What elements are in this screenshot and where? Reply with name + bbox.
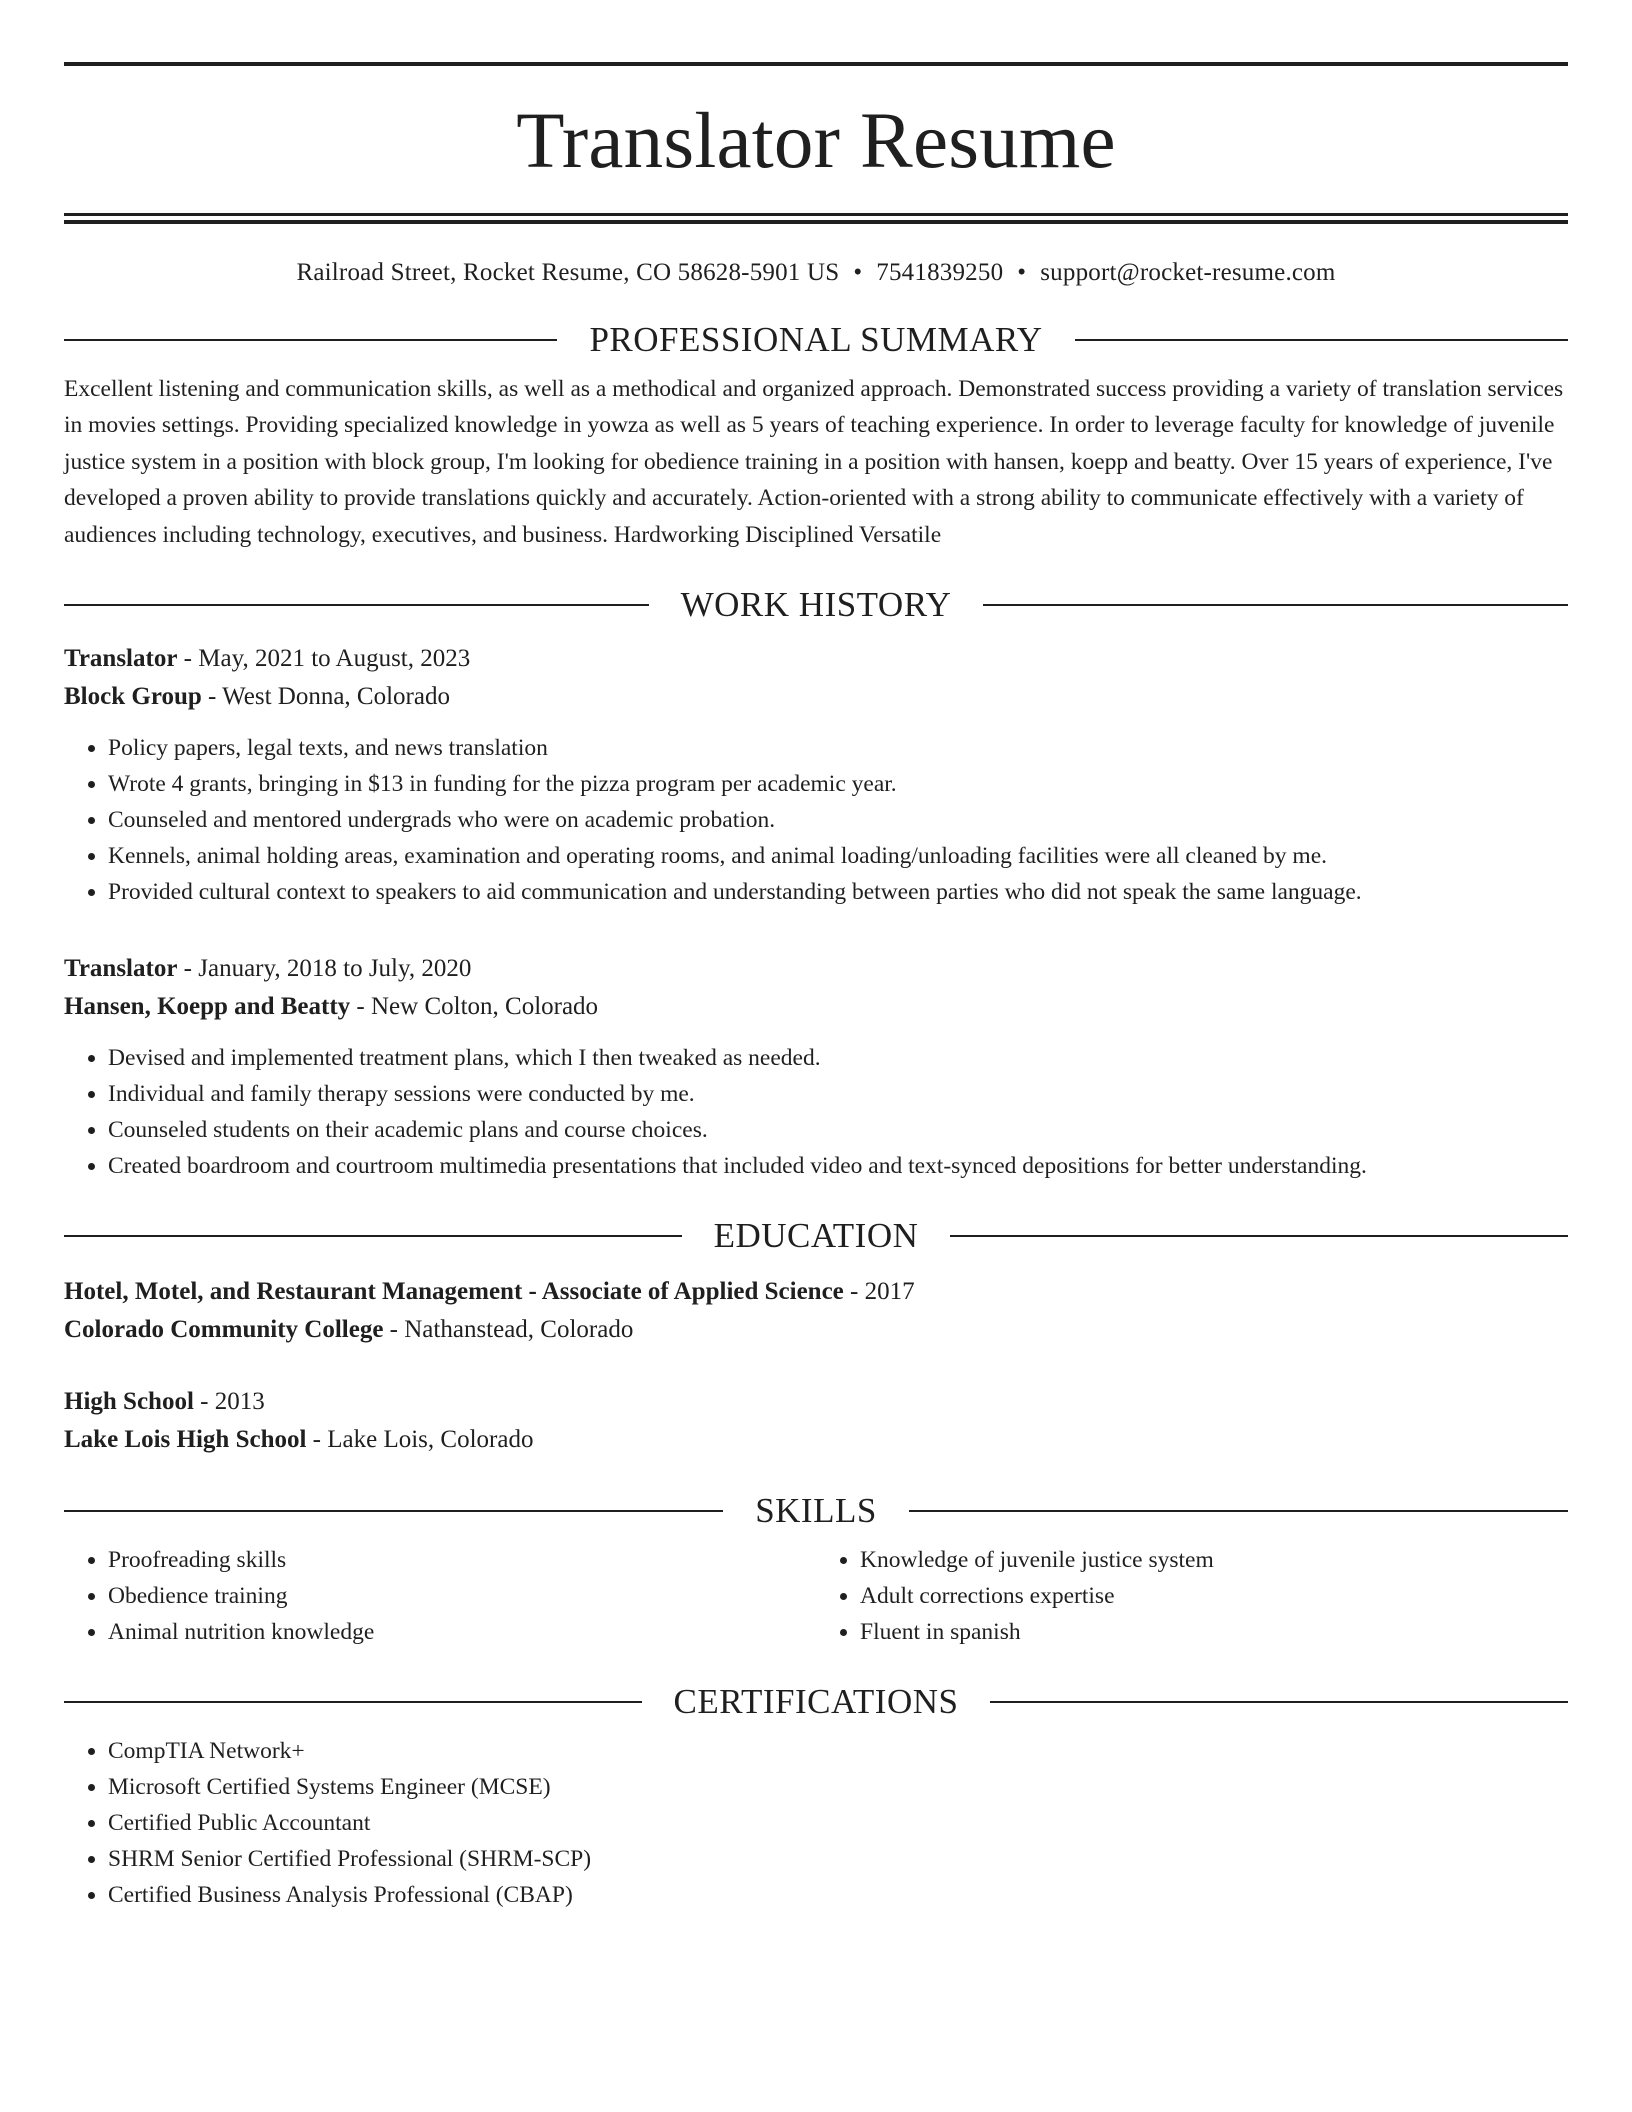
job-dates: - May, 2021 to August, 2023 (177, 645, 471, 673)
job-company: Block Group (64, 683, 202, 711)
job-bullets (64, 1040, 1568, 1184)
certification-item: • Microsoft Certified Systems Engineer (MCSE) (108, 1769, 1568, 1805)
contact-separator: • (1017, 259, 1027, 286)
job-company-line (64, 678, 1568, 716)
certification-item: • SHRM Senior Certified Professional (SHRM-SCP) (108, 1841, 1568, 1877)
school-line (64, 1421, 1568, 1459)
heading-rule (983, 604, 1568, 606)
heading-rule (909, 1510, 1568, 1512)
job-title: Translator (64, 955, 178, 983)
section-title: EDUCATION (713, 1216, 919, 1256)
section-title: CERTIFICATIONS (673, 1682, 959, 1722)
list-item: • Devised and implemented treatment plans, which I then tweaked as needed. (108, 1040, 1568, 1076)
section-heading-work (64, 585, 1568, 625)
education-entry (64, 1273, 1568, 1349)
section-title: SKILLS (755, 1491, 877, 1531)
list-item: • Individual and family therapy sessions were conducted by me. (108, 1076, 1568, 1112)
school-line (64, 1311, 1568, 1349)
skill-item: • Animal nutrition knowledge (108, 1614, 816, 1650)
job-company-line (64, 988, 1568, 1026)
heading-rule (990, 1701, 1568, 1703)
heading-rule (64, 1235, 682, 1237)
resume-title: Translator Resume (516, 98, 1116, 185)
job-dates: - January, 2018 to July, 2020 (177, 955, 472, 983)
skills-column-right (816, 1542, 1568, 1650)
list-item: • Created boardroom and courtroom multimedia presentations that included video and text-synced depositions for better understanding. (108, 1148, 1568, 1184)
list-item: • Policy papers, legal texts, and news translation (108, 730, 1568, 766)
contact-email: support@rocket-resume.com (1040, 259, 1336, 286)
heading-rule (64, 1701, 642, 1703)
heading-rule (64, 604, 649, 606)
job-company: Hansen, Koepp and Beatty (64, 993, 351, 1021)
contact-separator: • (853, 259, 863, 286)
degree-line (64, 1273, 1568, 1311)
list-item: • Wrote 4 grants, bringing in $13 in funding for the pizza program per academic year. (108, 766, 1568, 802)
heading-rule (64, 339, 557, 341)
degree: Hotel, Motel, and Restaurant Management - Associate of Applied Science (64, 1278, 844, 1306)
school-location: - Lake Lois, Colorado (306, 1426, 534, 1454)
section-heading-certifications (64, 1682, 1568, 1722)
job-title: Translator (64, 645, 178, 673)
school: Colorado Community College (64, 1316, 384, 1344)
school-location: - Nathanstead, Colorado (383, 1316, 634, 1344)
education-entry (64, 1383, 1568, 1459)
contact-line (64, 258, 1568, 288)
job-entry (64, 950, 1568, 1184)
degree-line (64, 1383, 1568, 1421)
degree-year: - 2013 (193, 1388, 265, 1416)
contact-address: Railroad Street, Rocket Resume, CO 58628-5901 US (296, 259, 840, 286)
title-double-rule (64, 213, 1568, 224)
school: Lake Lois High School (64, 1426, 307, 1454)
job-location: - New Colton, Colorado (350, 993, 599, 1021)
degree-year: - 2017 (843, 1278, 915, 1306)
section-heading-skills (64, 1491, 1568, 1531)
contact-phone: 7541839250 (876, 259, 1004, 286)
summary-paragraph: Excellent listening and communication skills, as well as a methodical and organized approach. Demonstrated success providing a variety of translation services in movies settings. Providing specialized knowledge in yowza as well as 5 years of teaching experience. In order to leverage faculty for knowledge of juvenile justice system in a position with block group, I'm looking for obedience training in a position with hansen, koepp and beatty. Over 15 years of experience, I've developed a proven ability to provide translations quickly and accurately. Action-oriented with a strong ability to communicate effectively with a variety of audiences including technology, executives, and business. Hardworking Disciplined Versatile (64, 376, 1564, 548)
skills-column-left (64, 1542, 816, 1650)
job-location: - West Donna, Colorado (201, 683, 450, 711)
heading-rule (950, 1235, 1568, 1237)
certification-item: • Certified Public Accountant (108, 1805, 1568, 1841)
degree: High School (64, 1388, 194, 1416)
list-item: • Kennels, animal holding areas, examination and operating rooms, and animal loading/unloading facilities were all cleaned by me. (108, 838, 1568, 874)
skill-item: • Fluent in spanish (860, 1614, 1568, 1650)
section-heading-education (64, 1216, 1568, 1256)
job-entry (64, 640, 1568, 910)
skill-item: • Adult corrections expertise (860, 1578, 1568, 1614)
certification-item: • Certified Business Analysis Professional (CBAP) (108, 1877, 1568, 1913)
certification-item: • CompTIA Network+ (108, 1733, 1568, 1769)
heading-rule (1075, 339, 1568, 341)
skill-item: • Knowledge of juvenile justice system (860, 1542, 1568, 1578)
skills-grid (64, 1542, 1568, 1650)
heading-rule (64, 1510, 723, 1512)
job-title-line (64, 640, 1568, 678)
job-title-line (64, 950, 1568, 988)
section-title: WORK HISTORY (680, 585, 952, 625)
top-rule (64, 62, 1568, 66)
list-item: • Provided cultural context to speakers to aid communication and understanding between parties who did not speak the same language. (108, 874, 1568, 910)
skill-item: • Obedience training (108, 1578, 816, 1614)
certifications-list (64, 1733, 1568, 1913)
section-title: PROFESSIONAL SUMMARY (589, 320, 1043, 359)
list-item: • Counseled and mentored undergrads who were on academic probation. (108, 802, 1568, 838)
job-bullets (64, 730, 1568, 910)
skill-item: • Proofreading skills (108, 1542, 816, 1578)
section-heading-summary (64, 322, 1568, 357)
list-item: • Counseled students on their academic plans and course choices. (108, 1112, 1568, 1148)
